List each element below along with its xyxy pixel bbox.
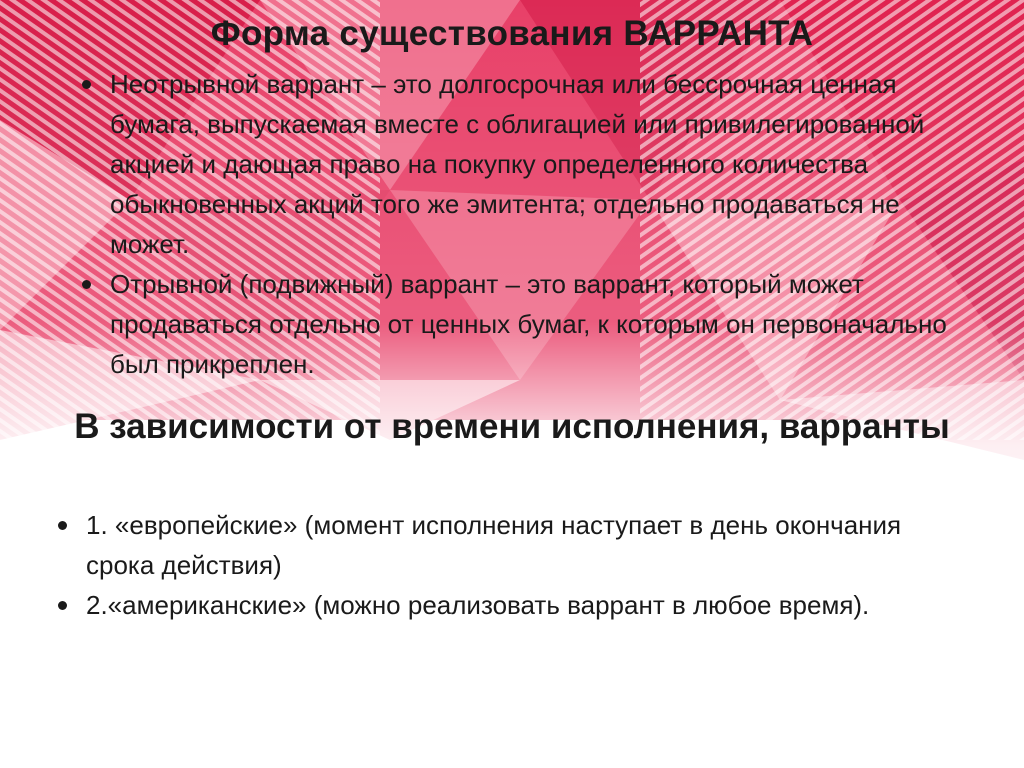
- slide-title: Форма существования ВАРРАНТА: [210, 14, 814, 53]
- bullet-icon: [82, 80, 91, 89]
- warrant-type-list: [56, 505, 956, 625]
- bullet-icon: [58, 521, 67, 530]
- list-item: [56, 505, 956, 585]
- bullet-icon: [82, 280, 91, 289]
- list-item-text: Отрывной (подвижный) варрант – это варрант, который может продаваться отдельно от ценных бумаг, к которым он первоначально был прикреплен.: [110, 269, 947, 379]
- bullet-icon: [58, 601, 67, 610]
- list-item: [80, 264, 985, 384]
- list-item-text: Неотрывной варрант – это долгосрочная или бессрочная ценная бумага, выпускаемая вместе с облигацией или привилегированной акцией и дающая право на покупку определенного количества обыкновенных акций того же эмитента; отдельно продаваться не может.: [110, 69, 925, 259]
- list-item-text: 2.«американские» (можно реализовать варрант в любое время).: [86, 590, 870, 620]
- list-item: [56, 585, 956, 625]
- warrant-form-list: [80, 64, 985, 384]
- list-item: [80, 64, 985, 264]
- list-item-text: 1. «европейские» (момент исполнения наступает в день окончания срока действия): [86, 510, 902, 580]
- section-subtitle: В зависимости от времени исполнения, варранты: [74, 407, 950, 446]
